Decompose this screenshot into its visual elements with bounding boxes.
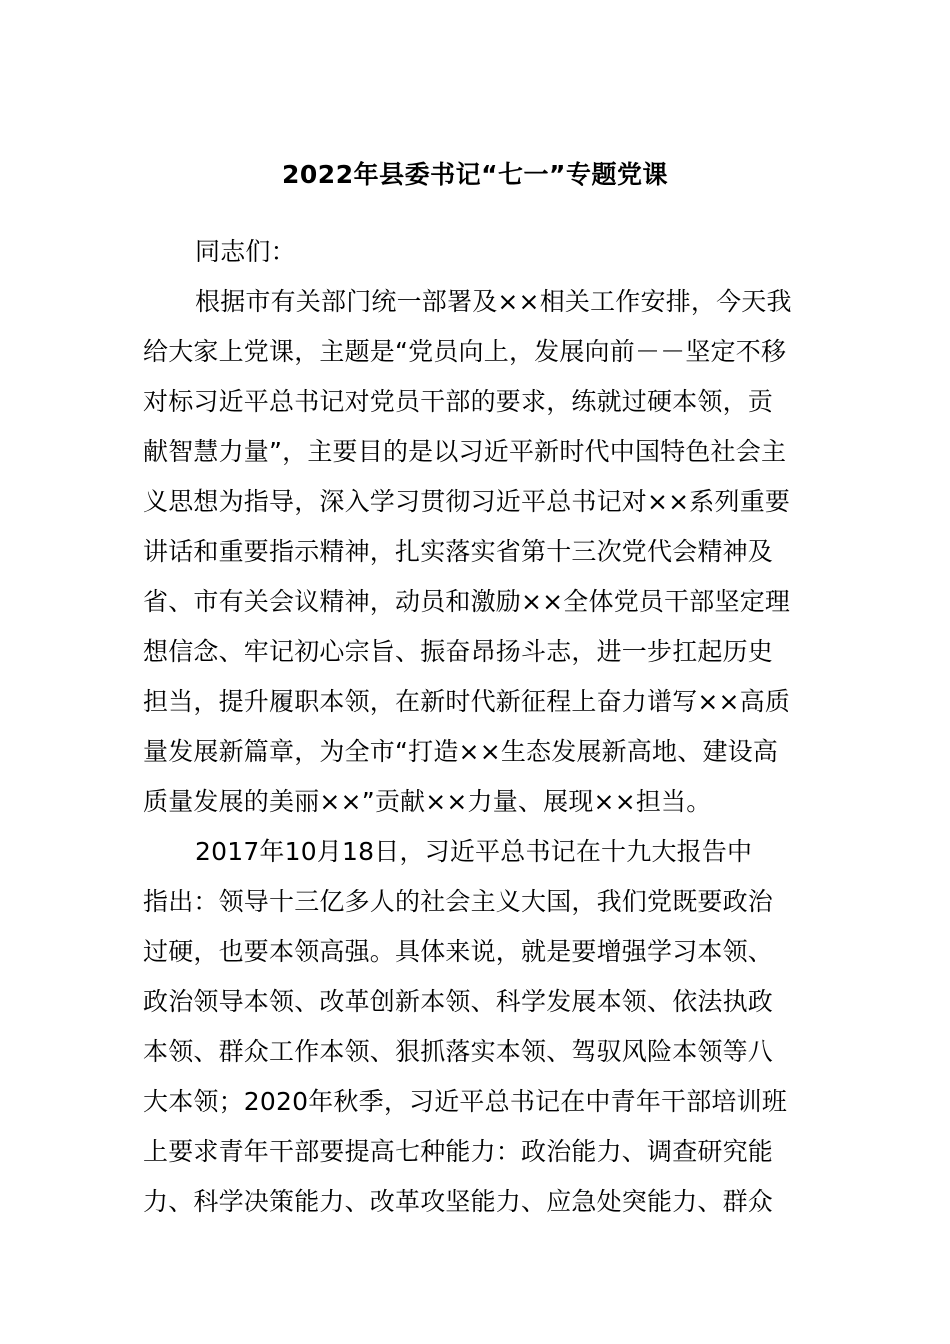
paragraph-line: 政治领导本领、改革创新本领、科学发展本领、依法执政	[143, 987, 774, 1016]
document-title: 2022年县委书记“七一”专题党课	[282, 160, 668, 189]
paragraph-line: 本领、群众工作本领、狠抓落实本领、驾驭风险本领等八	[143, 1037, 774, 1066]
paragraph-line: 想信念、牢记初心宗旨、振奋昂扬斗志，进一步扛起历史	[143, 637, 774, 666]
document-body	[143, 227, 807, 1227]
paragraph-line: 义思想为指导，深入学习贯彻习近平总书记对××系列重要	[143, 487, 791, 516]
paragraph-line: 对标习近平总书记对党员干部的要求，练就过硬本领，贡	[143, 387, 774, 416]
paragraph-line: 给大家上党课，主题是“党员向上，发展向前－－坚定不移	[143, 337, 787, 366]
paragraph-line: 过硬，也要本领高强。具体来说，就是要增强学习本领、	[143, 937, 774, 966]
paragraph-line: 2017年10月18日，习近平总书记在十九大报告中	[195, 837, 753, 866]
paragraph-line: 指出：领导十三亿多人的社会主义大国，我们党既要政治	[143, 887, 774, 916]
paragraph-line: 质量发展的美丽××”贡献××力量、展现××担当。	[143, 787, 712, 816]
paragraph-line: 大本领；2020年秋季，习近平总书记在中青年干部培训班	[143, 1087, 788, 1116]
salutation-line: 同志们：	[195, 237, 296, 266]
paragraph-line: 省、市有关会议精神，动员和激励××全体党员干部坚定理	[143, 587, 791, 616]
paragraph-line: 上要求青年干部要提高七种能力：政治能力、调查研究能	[143, 1137, 774, 1166]
paragraph-line: 讲话和重要指示精神，扎实落实省第十三次党代会精神及	[143, 537, 774, 566]
paragraph-line: 献智慧力量”，主要目的是以习近平新时代中国特色社会主	[143, 437, 787, 466]
paragraph-line: 根据市有关部门统一部署及××相关工作安排，今天我	[195, 287, 792, 316]
paragraph-line: 担当，提升履职本领，在新时代新征程上奋力谱写××高质	[143, 687, 791, 716]
paragraph-line: 量发展新篇章，为全市“打造××生态发展新高地、建设高	[143, 737, 779, 766]
paragraph-line: 力、科学决策能力、改革攻坚能力、应急处突能力、群众	[143, 1187, 774, 1216]
